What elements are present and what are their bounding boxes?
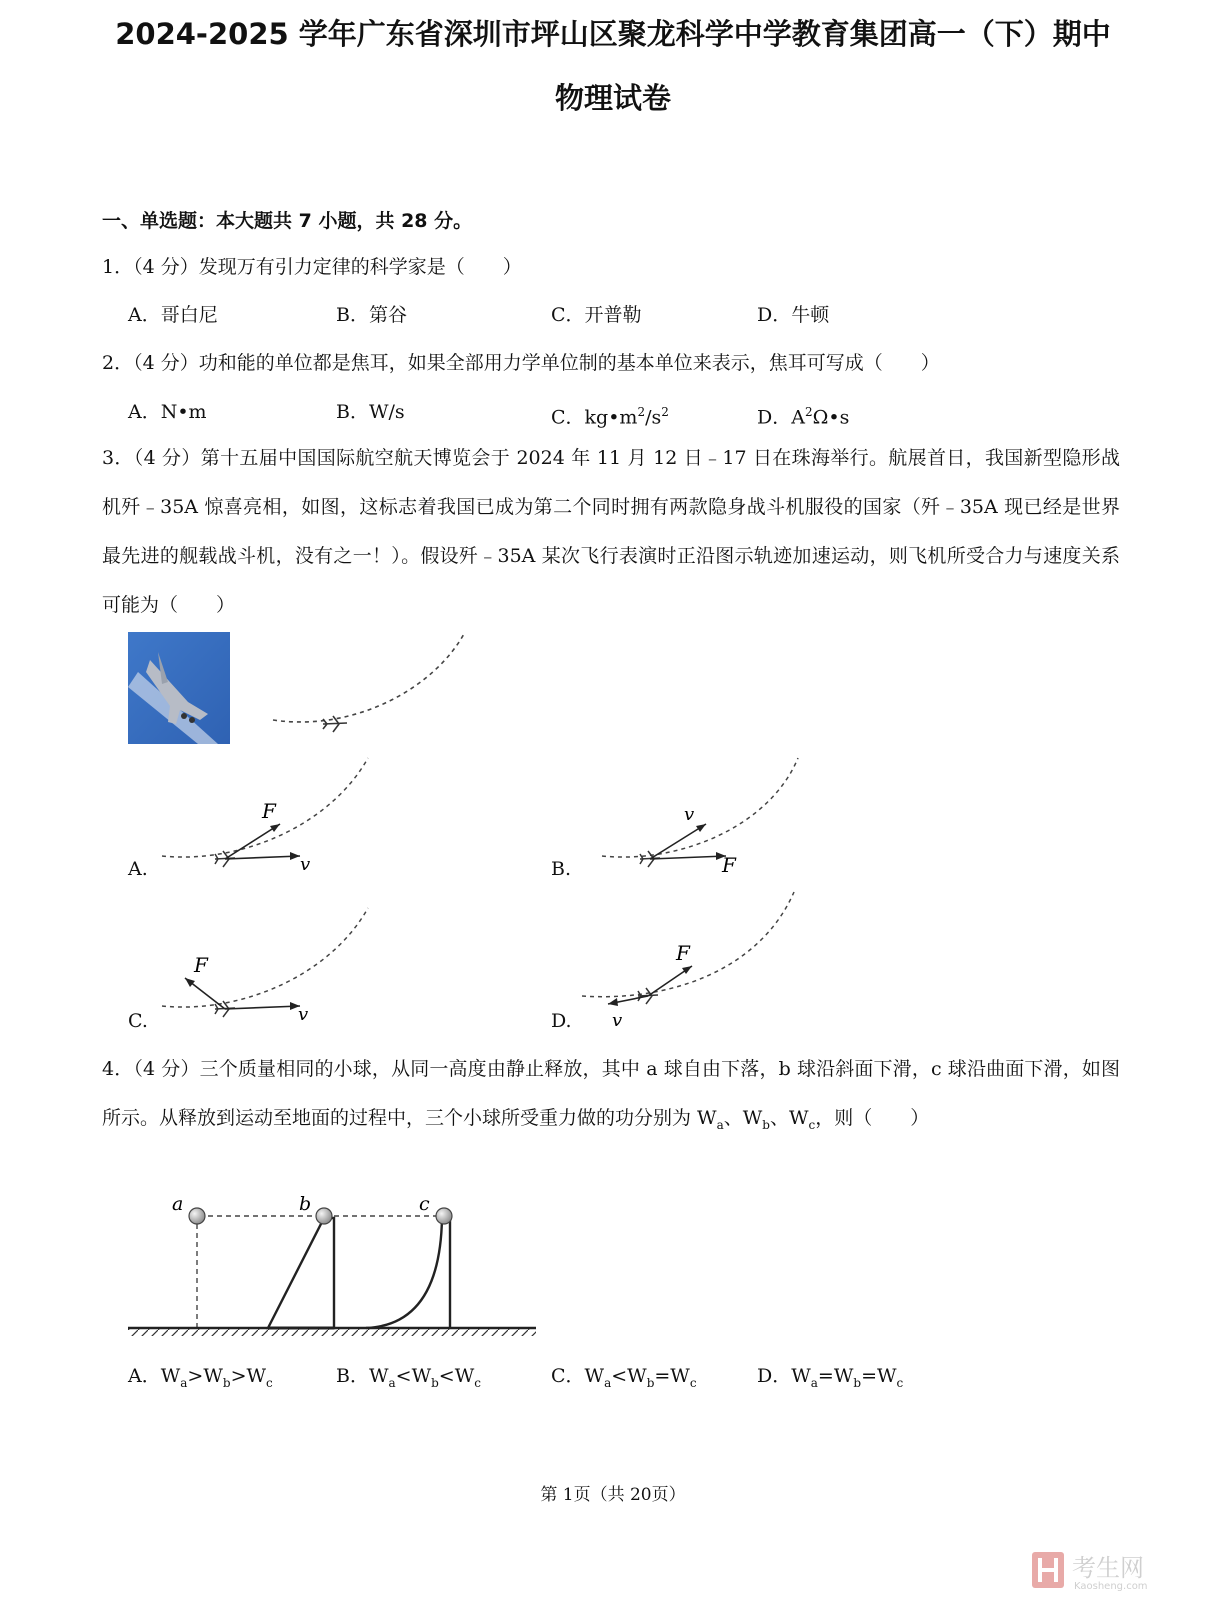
page-title-line1: 2024-2025 学年广东省深圳市坪山区聚龙科学中学教育集团高一（下）期中 xyxy=(115,17,1111,51)
ball-a-label: a xyxy=(172,1193,184,1215)
question-4-option-b: B．$W_a<W_b<W_c$ xyxy=(336,1365,481,1390)
three-balls-diagram xyxy=(128,1190,540,1340)
question-2-option-d: D．$A^2\Omega•s$ xyxy=(757,405,850,429)
question-2-option-a: A．N•m xyxy=(128,401,207,423)
ball-a xyxy=(189,1208,205,1224)
velocity-label: v xyxy=(684,804,695,825)
question-2-stem: 2．（4 分）功和能的单位都是焦耳，如果全部用力学单位制的基本单位来表示，焦耳可写成（ ） xyxy=(102,352,940,374)
force-label: F xyxy=(262,799,276,823)
force-label: F xyxy=(722,853,736,877)
question-1-option-a: A．哥白尼 xyxy=(128,304,218,326)
question-2-option-c: C．$kg•m^2/s^2$ xyxy=(551,405,669,429)
ball-b xyxy=(316,1208,332,1224)
jet-icon xyxy=(323,716,347,732)
watermark-en: Kaosheng.com xyxy=(1074,1581,1148,1592)
ball-c xyxy=(436,1208,452,1224)
jet-photo xyxy=(128,632,230,744)
question-4-option-d: D．$W_a=W_b=W_c$ xyxy=(757,1365,904,1390)
question-2-option-b: B．W/s xyxy=(336,401,405,423)
ball-c-label: c xyxy=(419,1193,430,1215)
force-label: F xyxy=(194,953,208,977)
question-1-option-d: D．牛顿 xyxy=(757,304,830,326)
question-1-option-b: B．第谷 xyxy=(336,304,407,326)
watermark-cn: 考生网 xyxy=(1072,1554,1144,1582)
question-3-option-c-label: C. xyxy=(128,1010,148,1032)
question-4-option-a: A．$W_a>W_b>W_c$ xyxy=(128,1365,273,1390)
question-3-option-b-label: B. xyxy=(551,858,572,880)
question-1-stem: 1．（4 分）发现万有引力定律的科学家是（ ） xyxy=(102,256,522,278)
page-footer: 第 1页（共 20页） xyxy=(540,1485,686,1505)
section-heading: 一、单选题：本大题共 7 小题，共 28 分。 xyxy=(102,210,473,232)
option-c-diagram xyxy=(160,906,370,1036)
velocity-label: v xyxy=(612,1010,623,1030)
question-4-option-c: C．$W_a<W_b=W_c$ xyxy=(551,1365,697,1390)
velocity-label: v xyxy=(298,1004,309,1025)
option-a-diagram xyxy=(160,756,370,886)
question-3-option-d-label: D. xyxy=(551,1010,572,1032)
option-d-diagram xyxy=(580,890,800,1030)
question-4-stem: 4．（4 分）三个质量相同的小球，从同一高度由静止释放，其中 a 球自由下落，b 球沿斜面下滑，c 球沿曲面下滑，如图所示。从释放到运动至地面的过程中，三个小球所受重力做的功分别为 $W_a$、$W_b$、$W_c$，则（ ） xyxy=(102,1058,1120,1132)
ball-b-label: b xyxy=(299,1193,312,1215)
velocity-label: v xyxy=(300,854,311,875)
question-1-option-c: C．开普勒 xyxy=(551,304,642,326)
watermark-logo xyxy=(1030,1548,1190,1592)
question-3-option-a-label: A. xyxy=(128,858,148,880)
page-title-line2: 物理试卷 xyxy=(554,81,671,115)
option-b-diagram xyxy=(600,756,810,886)
trajectory-diagram xyxy=(265,628,475,743)
question-3-stem: 3．（4 分）第十五届中国国际航空航天博览会于 2024 年 11 月 12 日﹣17 日在珠海举行。航展首日，我国新型隐形战机歼﹣35A 惊喜亮相，如图，这标志着我国已成为第二个同时拥有两款隐身战斗机服役的国家（歼﹣35A 现已经是世界最先进的舰载战斗机，没有之一！）。假设歼﹣35A 某次飞行表演时正沿图示轨迹加速运动，则飞机所受合力与速度关系可能为（ ） xyxy=(102,447,1120,616)
force-label: F xyxy=(676,941,690,965)
